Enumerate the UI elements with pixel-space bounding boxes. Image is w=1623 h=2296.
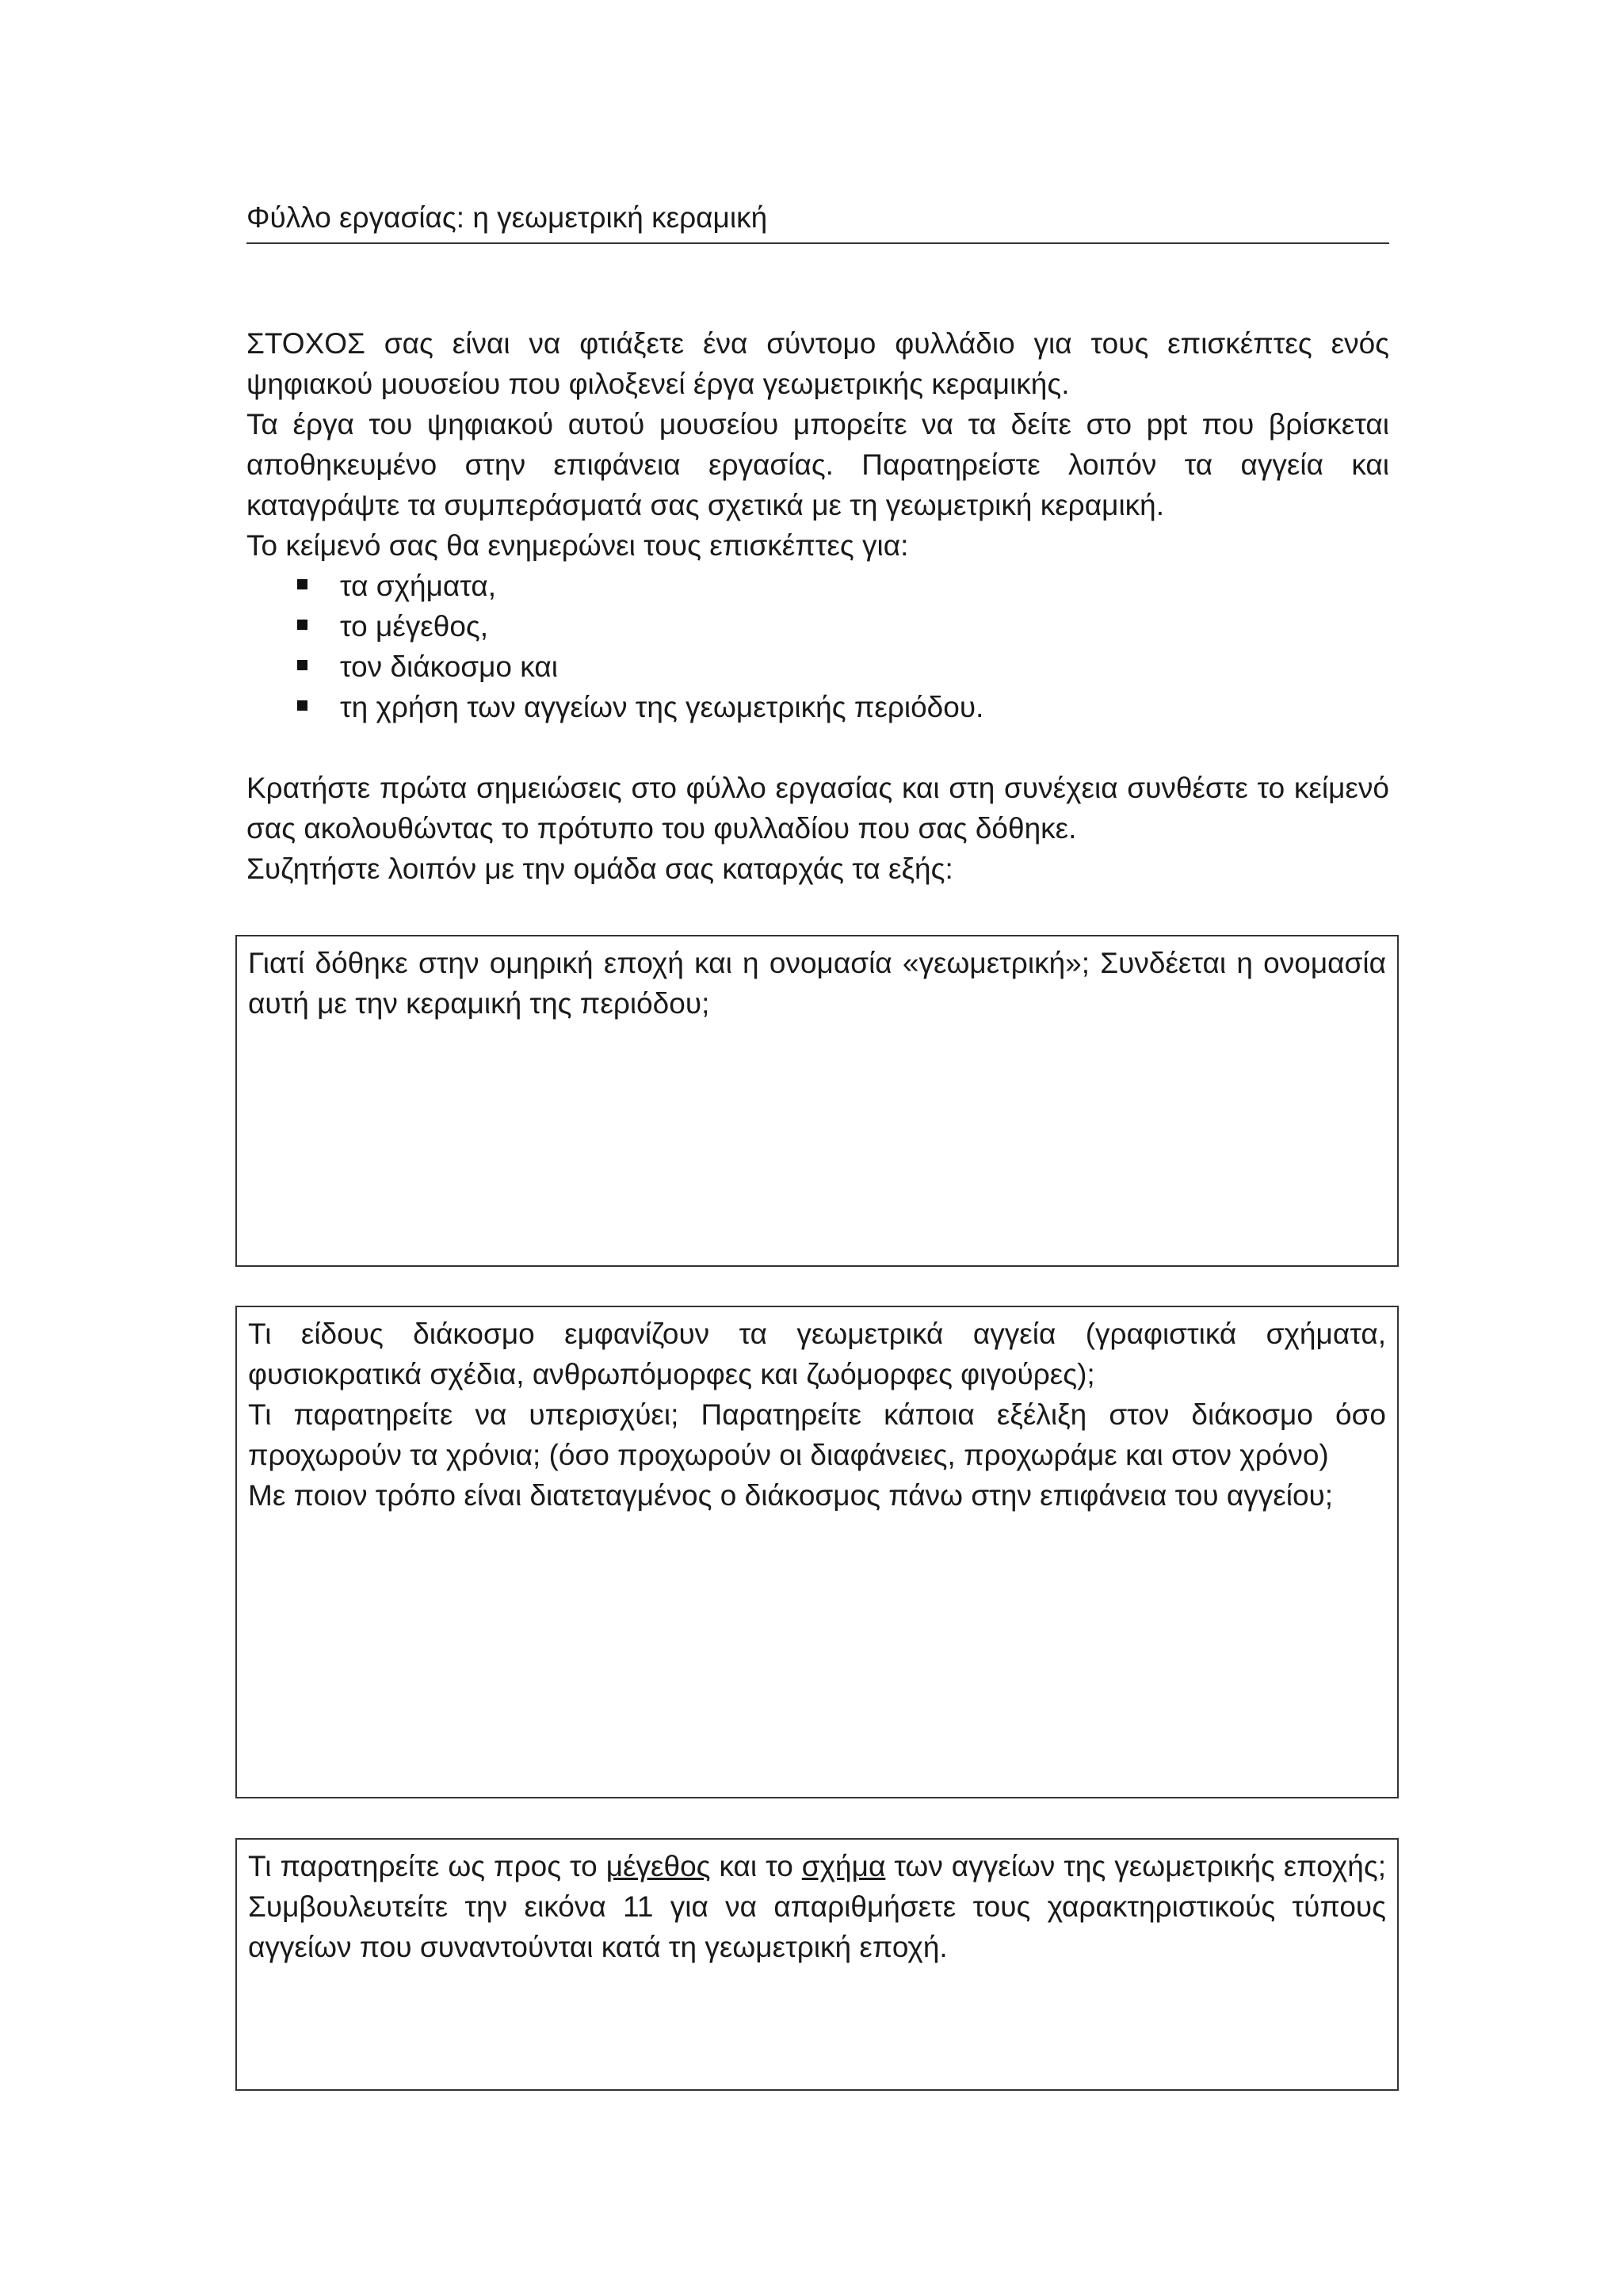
question-text: Γιατί δόθηκε στην ομηρική εποχή και η ονομασία «γεωμετρική»; Συνδέεται η ονομασία αυτή με την κεραμική της περιόδου;: [248, 947, 1386, 1020]
square-bullet-icon: [297, 620, 307, 630]
question-box-size-shape[interactable]: [235, 1838, 1399, 2091]
underlined-term-size: μέγεθος: [605, 1850, 711, 1882]
question-box-decoration[interactable]: [235, 1306, 1399, 1798]
square-bullet-icon: [297, 660, 307, 670]
list-item: [297, 606, 1389, 646]
question-text-part: των αγγείων της γεωμετρικής εποχής; Συμβουλευτείτε την εικόνα 11 για να απαριθμήσετε τους χαρακτηριστικούς τύπους αγγείων που συναντούνται κατά τη γεωμετρική εποχή.: [248, 1850, 1386, 1963]
question-text: Με ποιον τρόπο είναι διατεταγμένος ο διάκοσμος πάνω στην επιφάνεια του αγγείου;: [248, 1479, 1334, 1512]
question-text: [248, 1846, 1386, 1967]
question-text-part: και το: [710, 1850, 802, 1882]
instructions-paragraph: Τα έργα του ψηφιακού αυτού μουσείου μπορείτε να τα δείτε στο ppt που βρίσκεται αποθηκευμένο στην επιφάνεια εργασίας. Παρατηρείστε λοιπόν τα αγγεία και καταγράψτε τα συμπεράσματά σας σχετικά με τη γεωμετρική κεραμική.: [246, 408, 1389, 521]
page-title: Φύλλο εργασίας: η γεωμετρική κεραμική: [246, 200, 1389, 244]
question-text: Τι παρατηρείτε να υπερισχύει; Παρατηρείτε κάποια εξέλιξη στον διάκοσμο όσο προχωρούν τα χρόνια; (όσο προχωρούν οι διαφάνειες, προχωράμε και στον χρόνο): [248, 1398, 1386, 1471]
list-item-text: τη χρήση των αγγείων της γεωμετρικής περιόδου.: [340, 691, 984, 723]
notes-paragraph: Κρατήστε πρώτα σημειώσεις στο φύλλο εργασίας και στη συνέχεια συνθέστε το κείμενό σας ακολουθώντας το πρότυπο του φυλλαδίου που σας δόθηκε.: [246, 772, 1389, 845]
square-bullet-icon: [297, 579, 307, 589]
intro-section: [246, 323, 1389, 889]
question-box-name-origin[interactable]: [235, 935, 1399, 1267]
topics-intro: Το κείμενό σας θα ενημερώνει τους επισκέπτες για:: [246, 529, 909, 562]
underlined-term-shape: σχήμα: [801, 1850, 886, 1882]
list-item: [297, 566, 1389, 606]
question-text: Τι είδους διάκοσμο εμφανίζουν τα γεωμετρικά αγγεία (γραφιστικά σχήματα, φυσιοκρατικά σχέδια, ανθρωπόμορφες και ζωόμορφες φιγούρες);: [248, 1318, 1386, 1390]
goal-paragraph: ΣΤΟΧΟΣ σας είναι να φτιάξετε ένα σύντομο φυλλάδιο για τους επισκέπτες ενός ψηφιακού μουσείου που φιλοξενεί έργα γεωμετρικής κεραμικής.: [246, 327, 1389, 400]
list-item-text: τα σχήματα,: [340, 570, 497, 602]
list-item: [297, 646, 1389, 687]
topics-list: [246, 566, 1389, 727]
list-item-text: τον διάκοσμο και: [340, 650, 558, 683]
list-item-text: το μέγεθος,: [340, 610, 489, 643]
list-item: [297, 687, 1389, 727]
question-text-part: Τι παρατηρείτε ως προς το: [248, 1850, 606, 1882]
discussion-paragraph: Συζητήστε λοιπόν με την ομάδα σας καταρχάς τα εξής:: [246, 852, 953, 885]
square-bullet-icon: [297, 700, 307, 711]
